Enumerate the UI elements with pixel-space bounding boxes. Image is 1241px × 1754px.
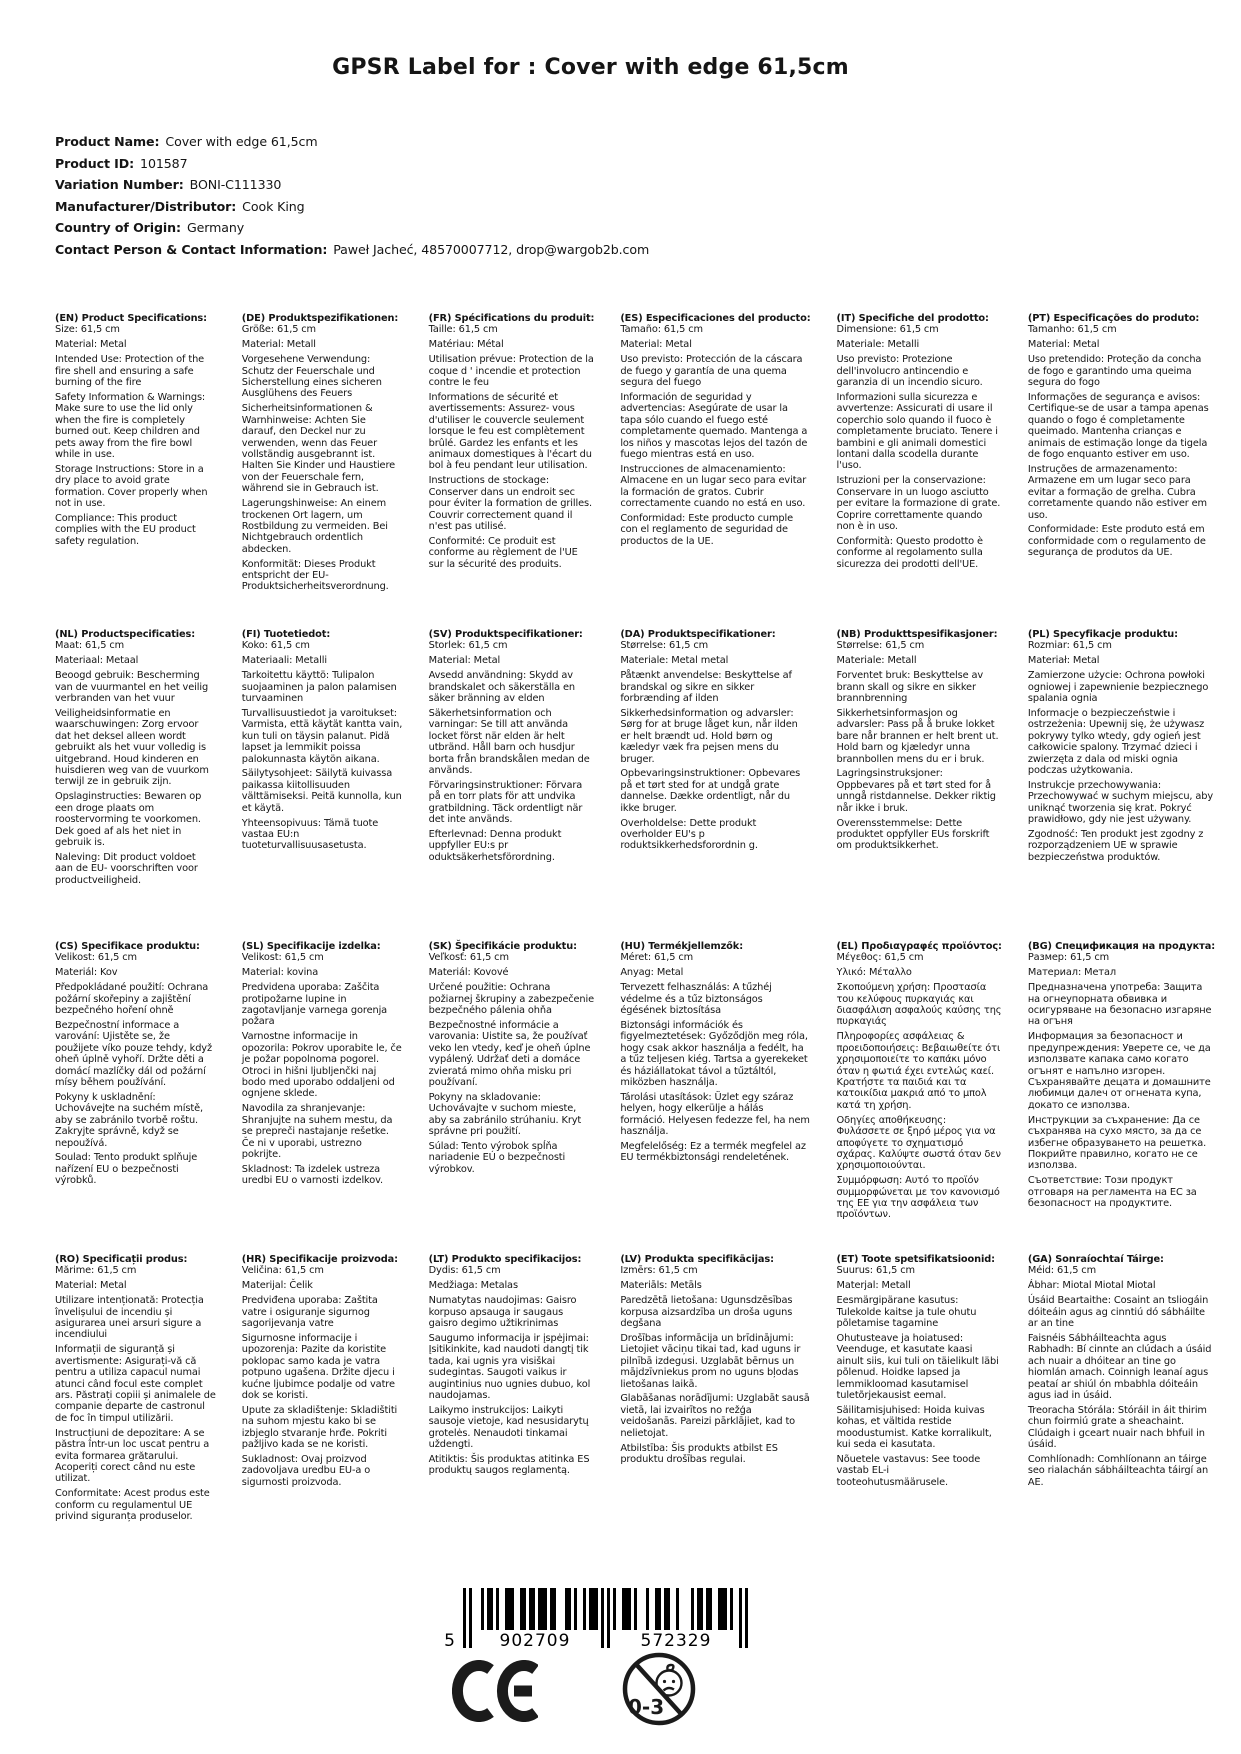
spec-paragraph: Instrucțiuni de depozitare: A se păstra într-un loc uscat pentru a evita formarea grătarului. Acoperiți corect când nu este utilizat.	[55, 1427, 210, 1485]
spec-paragraph: Navodila za shranjevanje: Shranjujte na suhem mestu, da se prepreči nastajanje rešetke. Če ni v uporabi, ustrezno pokrijte.	[241, 1103, 393, 1160]
language-spec-section-da	[620, 629, 810, 941]
product-info-label: Country of Origin:	[55, 220, 181, 236]
spec-paragraph: Conformità: Questo prodotto è conforme al regolamento sulla sicurezza dei prodotti dell'UE.	[836, 535, 983, 570]
spec-paragraph: Sukladnost: Ovaj proizvod zadovoljava uredbu EU-a o sigurnosti proizvoda.	[241, 1454, 371, 1488]
spec-paragraph: Storage Instructions: Store in a dry place to avoid grate formation. Cover properly when not in use.	[55, 463, 208, 510]
spec-paragraph: Uso previsto: Protección de la cáscara de fuego y garantía de una quema segura del fuego	[620, 354, 803, 389]
spec-paragraph: Predviđena uporaba: Zaštita vatre i osiguranje sigurnog sagorijevanja vatre	[241, 1295, 378, 1330]
product-info-value: 101587	[140, 155, 188, 171]
spec-paragraph: Velikost: 61,5 cm	[55, 952, 137, 964]
spec-section-heading: (DE) Produktspezifikationen:	[241, 313, 399, 324]
spec-paragraph: Předpokládané použití: Ochrana požární skořepiny a zajištění bezpečného hoření ohně	[55, 982, 209, 1017]
spec-paragraph: Conformité: Ce produit est conforme au règlement de l'UE sur la sécurité des produits.	[428, 535, 578, 570]
spec-paragraph: Faisnéis Sábháilteachta agus Rabhadh: Bí cinnte an clúdach a úsáid ach nuair a dhóitear an tine go hiomlán amach. Coinnigh leanaí agus peataí ar shiúl ón mbabhla dóiteáin agus iad in úsáid.	[1027, 1332, 1212, 1401]
spec-paragraph: Utilisation prévue: Protection de la coque d ' incendie et protection contre le feu	[428, 354, 594, 389]
spec-section-body	[837, 1265, 1002, 1488]
spec-paragraph: Material: Metall	[241, 339, 316, 351]
spec-section-body	[242, 640, 403, 851]
spec-paragraph: Informazioni sulla sicurezza e avvertenze: Assicurati di usare il coperchio solo quando il fuoco è completamente bruciato. Tenere i bambini e gli animali domestici lontani dalla scodella durante l'uso.	[836, 391, 998, 472]
spec-paragraph: Materiale: Metall	[836, 655, 917, 667]
spec-paragraph: Størrelse: 61,5 cm	[620, 640, 709, 652]
spec-paragraph: Varnostne informacije in opozorila: Pokrov uporabite le, če je požar popolnoma pogorel. Otroci in hišni ljubljenčki naj bodo med uporabo oddaljeni od ognjene sklede.	[241, 1031, 402, 1100]
language-spec-section-pl	[1028, 629, 1215, 941]
spec-section-heading: (NB) Produkttspesifikasjoner:	[836, 629, 998, 640]
language-spec-section-sl	[242, 941, 403, 1254]
spec-paragraph: Materiāls: Metāls	[620, 1280, 702, 1292]
spec-paragraph: Turvallisuustiedot ja varoitukset: Varmista, että käytät kantta vain, kun tuli on täysin palanut. Pidä lapset ja lemmikit poissa palokunnasta käytön aikana.	[241, 707, 403, 765]
spec-paragraph: Sicherheitsinformationen & Warnhinweise: Achten Sie darauf, den Deckel nur zu verwenden, wenn das Feuer vollständig ausgebrannt ist. Halten Sie Kinder und Haustiere von der Feuerschale fern, während sie in Gebrauch ist.	[241, 403, 396, 495]
spec-section-body	[429, 324, 595, 570]
spec-paragraph: Инструкции за съхранение: Да се съхранява на сухо място, за да се избегне образуването на решетка. Покрийте правилно, когато не се използва.	[1027, 1114, 1207, 1172]
spec-paragraph: Tamaño: 61,5 cm	[620, 324, 703, 336]
spec-paragraph: Materiaal: Metaal	[55, 655, 139, 667]
spec-paragraph: Bezpečnostní informace a varování: Ujistěte se, že použijete víko pouze tehdy, když oheň úplně vyhoří. Držte děti a domácí mazlíčky dál od požární mísy během používání.	[55, 1019, 212, 1088]
spec-paragraph: Predvidena uporaba: Zaščita protipožarne lupine in zagotavljanje varnega gorenja požara	[241, 982, 388, 1028]
baby-frown	[664, 1688, 675, 1691]
spec-paragraph: Veličina: 61,5 cm	[241, 1265, 324, 1277]
spec-paragraph: Tervezett felhasználás: A tűzhéj védelme és a tűz biztonságos égésének biztosítása	[620, 982, 772, 1017]
language-spec-section-de	[242, 313, 403, 629]
spec-paragraph: Veiligheidsinformatie en waarschuwingen: Zorg ervoor dat het deksel alleen wordt gebruikt als het vuur volledig is uitgebrand. Houd kinderen en huisdieren weg van de vuurkom terwijl ze in gebruik zijn.	[55, 707, 209, 788]
spec-section-heading: (LT) Produkto specifikacijos:	[428, 1254, 582, 1265]
spec-paragraph: Opbevaringsinstruktioner: Opbevares på et tørt sted for at undgå grate dannelse. Dække ordentligt, når du ikke bruger.	[620, 768, 801, 814]
spec-paragraph: Sikkerhedsinformation og advarsler: Sørg for at bruge låget kun, når ilden er helt brændt ud. Hold børn og kæledyr væk fra pejsen mens du bruger.	[620, 707, 798, 765]
spec-paragraph: Comhlíonadh: Comhlíonann an táirge seo rialachán sábháilteachta táirgí an AE.	[1027, 1454, 1209, 1488]
language-spec-section-cs	[55, 941, 216, 1254]
barcode-bar	[745, 1588, 748, 1648]
spec-paragraph: Storlek: 61,5 cm	[428, 640, 508, 652]
spec-paragraph: Información de seguridad y advertencias: Asegúrate de usar la tapa sólo cuando el fuego esté completamente quemado. Mantenga a los niños y mascotas lejos del tazón de fuego mientras está en uso.	[620, 391, 808, 460]
spec-section-heading: (BG) Спецификация на продукта:	[1027, 941, 1215, 952]
spec-paragraph: Materiale: Metal metal	[620, 655, 729, 667]
spec-paragraph: Maat: 61,5 cm	[55, 640, 125, 652]
language-spec-section-nb	[837, 629, 1002, 941]
spec-paragraph: Drošības informācija un brīdinājumi: Lietojiet vāciņu tikai tad, kad uguns ir pilnībā izdegusi. Uzglabāt bērnus un mājdzīvniekus prom no uguns bļodas lietošanas laikā.	[620, 1332, 801, 1390]
spec-paragraph: Съответствие: Този продукт отговаря на регламента на ЕС за безопасност на продуктите.	[1027, 1175, 1197, 1210]
product-info-label: Manufacturer/Distributor:	[55, 198, 237, 214]
spec-paragraph: Ábhar: Miotal Miotal Miotal	[1027, 1280, 1156, 1292]
spec-paragraph: Forventet bruk: Beskyttelse av brann skall og sikre en sikker brannbrenning	[836, 670, 984, 705]
spec-paragraph: Μέγεθος: 61,5 cm	[836, 952, 924, 964]
product-info-row	[55, 239, 649, 261]
spec-paragraph: Úsáid Beartaithe: Cosaint an tsliogáin dóiteáin agus ag cinntiú dó sábháilte ar an tine	[1027, 1295, 1209, 1330]
product-info-row	[55, 174, 649, 196]
language-spec-section-et	[837, 1254, 1002, 1522]
spec-paragraph: Saugumo informacija ir įspėjimai: Įsitikinkite, kad naudoti dangtį tik tada, kai ugnis yra visiškai sudegintas. Saugoti vaikus ir augintinius nuo ugnies dubuo, kol naudojamas.	[428, 1332, 591, 1401]
spec-paragraph: Conformidade: Este produto está em conformidade com o regulamento de segurança de produtos da UE.	[1027, 524, 1206, 559]
spec-section-heading: (DA) Produktspecifikationer:	[620, 629, 776, 640]
spec-paragraph: Konformität: Dieses Produkt entspricht der EU-Produktsicherheitsverordnung.	[241, 558, 389, 593]
spec-paragraph: Materiale: Metalli	[836, 339, 920, 351]
product-info-label: Product ID:	[55, 155, 135, 171]
spec-paragraph: Informații de siguranță și avertismente: Asigurați-vă că pentru a utiliza capacul numai atunci când focul este complet ars. Păstrați copiii și animalele de companie departe de castronul de foc în timpul utilizării.	[55, 1344, 216, 1424]
language-spec-section-nl	[55, 629, 216, 941]
spec-section-heading: (SV) Produktspecifikationer:	[428, 629, 583, 640]
spec-section-heading: (FR) Spécifications du produit:	[428, 313, 595, 324]
spec-paragraph: Informações de segurança e avisos: Certifique-se de usar a tampa apenas quando o fogo é completamente queimado. Mantenha crianças e animais de estimação longe da tigela de fogo enquanto estiver em uso.	[1027, 391, 1209, 460]
spec-paragraph: Размер: 61,5 cm	[1027, 952, 1110, 964]
spec-paragraph: Materiał: Metal	[1027, 655, 1100, 667]
spec-paragraph: Материал: Метал	[1027, 967, 1116, 979]
spec-section-body	[620, 640, 810, 851]
spec-paragraph: Οδηγίες αποθήκευσης: Φυλάσσετε σε ξηρό μέρος για να αποφύγετε το σχηματισμό σχάρας. Καλύψτε σωστά όταν δεν χρησιμοποιούνται.	[836, 1114, 1001, 1172]
baby-curl	[667, 1665, 673, 1671]
spec-section-body	[429, 640, 595, 863]
spec-section-body	[55, 324, 216, 547]
ce-mark-icon	[452, 1660, 538, 1722]
spec-paragraph: Glabāšanas norādījumi: Uzglabāt sausā vietā, lai izvairītos no režģa veidošanās. Pareizi pārklājiet, kad to nelietojat.	[620, 1393, 810, 1439]
spec-paragraph: Intended Use: Protection of the fire shell and ensuring a safe burning of the fire	[55, 354, 205, 389]
product-info-row	[55, 153, 649, 175]
spec-section-body	[620, 1265, 810, 1465]
spec-section-heading: (PT) Especificações do produto:	[1027, 313, 1200, 324]
spec-paragraph: Informacje o bezpieczeństwie i ostrzeżenia: Upewnij się, że używasz pokrywy tylko wtedy, gdy ogień jest całkowicie spalony. Trzymać dzieci i zwierzęta z dala od miski ognia podczas użytkowania.	[1027, 707, 1205, 776]
product-info-row	[55, 131, 649, 153]
language-spec-section-fi	[242, 629, 403, 941]
spec-paragraph: Mărime: 61,5 cm	[55, 1265, 137, 1277]
spec-paragraph: Dydis: 61,5 cm	[428, 1265, 501, 1277]
spec-paragraph: Numatytas naudojimas: Gaisro korpuso apsauga ir saugaus gaisro degimo užtikrinimas	[428, 1295, 577, 1330]
spec-section-heading: (SL) Specifikacije izdelka:	[241, 941, 381, 952]
spec-paragraph: Megfelelőség: Ez a termék megfelel az EU termékbiztonsági rendeletének.	[620, 1141, 806, 1164]
spec-section-body	[55, 640, 216, 886]
spec-paragraph: Určené použitie: Ochrana požiarnej škrupiny a zabezpečenie bezpečného pálenia ohňa	[428, 982, 595, 1017]
spec-paragraph: Anyag: Metal	[620, 967, 684, 979]
spec-paragraph: Atitiktis: Šis produktas atitinka ES produktų saugos reglamentą.	[428, 1454, 590, 1477]
spec-paragraph: Velikost: 61,5 cm	[241, 952, 324, 964]
barcode-lead-digit: 5	[444, 1631, 456, 1651]
page-title: GPSR Label for : Cover with edge 61,5cm	[332, 55, 849, 80]
product-info-row	[55, 217, 649, 239]
spec-paragraph: Materiál: Kov	[55, 967, 118, 979]
spec-section-body	[1028, 640, 1215, 863]
spec-section-body	[429, 952, 595, 1175]
spec-section-heading: (ES) Especificaciones del producto:	[620, 313, 811, 324]
spec-section-body	[242, 1265, 403, 1488]
spec-paragraph: Συμμόρφωση: Αυτό το προϊόν συμμορφώνεται με τον κανονισμό της ΕΕ για την ασφάλεια των προϊόντων.	[836, 1175, 1000, 1221]
barcode-digits-group1: 902709	[499, 1631, 571, 1651]
spec-paragraph: Informations de sécurité et avertissements: Assurez- vous d'utiliser le couvercle seulement lorsque le feu est complètement brûlé. Gardez les enfants et les animaux domestiques à l'écart du bol à feu pendant leur utilisation.	[428, 391, 592, 472]
spec-paragraph: Safety Information & Warnings: Make sure to use the lid only when the fire is completely burned out. Keep children and pets away from the fire bowl while in use.	[55, 391, 206, 460]
spec-paragraph: Uso previsto: Protezione dell'involucro antincendio e garanzia di un incendio sicuro.	[836, 354, 983, 389]
spec-section-body	[242, 952, 403, 1186]
spec-paragraph: Ohutusteave ja hoiatused: Veenduge, et kasutate kaasi ainult siis, kui tuli on täielikult läbi põlenud. Hoidke lapsed ja lemmikloomad kasutamisel tuletõrjekausist eemal.	[836, 1332, 999, 1401]
spec-paragraph: Beoogd gebruik: Bescherming van de vuurmantel en het veilig verbranden van het vuur	[55, 670, 209, 705]
spec-paragraph: Atbilstība: Šis produkts atbilst ES produktu drošības regulai.	[620, 1442, 778, 1465]
spec-section-heading: (RO) Specificații produs:	[55, 1254, 188, 1265]
spec-paragraph: Påtænkt anvendelse: Beskyttelse af brandskal og sikre en sikker forbrænding af ilden	[620, 670, 792, 705]
spec-paragraph: Uso pretendido: Proteção da concha de fogo e garantindo uma queima segura do fogo	[1027, 354, 1202, 389]
spec-paragraph: Upute za skladištenje: Skladištiti na suhom mjestu kako bi se izbjeglo stvaranje hrđe. Pokriti pažljivo kada se ne koristi.	[241, 1404, 398, 1451]
language-spec-section-hr	[242, 1254, 403, 1522]
spec-section-body	[55, 952, 216, 1186]
spec-paragraph: Materjal: Metall	[836, 1280, 911, 1292]
spec-paragraph: Sigurnosne informacije i upozorenja: Pazite da koristite poklopac samo kada je vatra potpuno ugašena. Držite djecu i kućne ljubimce podalje od vatre dok se koristi.	[241, 1332, 395, 1401]
spec-paragraph: Zamierzone użycie: Ochrona powłoki ogniowej i zapewnienie bezpiecznego spalania ognia	[1027, 670, 1209, 705]
spec-section-heading: (LV) Produkta specifikācijas:	[620, 1254, 774, 1265]
language-spec-section-bg	[1028, 941, 1215, 1254]
spec-section-body	[837, 952, 1002, 1220]
spec-paragraph: Naleving: Dit product voldoet aan de EU- voorschriften voor productveiligheid.	[55, 851, 198, 886]
spec-section-heading: (EL) Προδιαγραφές προϊόντος:	[836, 941, 1002, 952]
language-spec-section-el	[837, 941, 1002, 1254]
product-info-label: Product Name:	[55, 134, 160, 149]
language-spec-section-en	[55, 313, 216, 629]
language-spec-section-hu	[620, 941, 810, 1254]
spec-paragraph: Pokyny na skladovanie: Uchovávajte v suchom mieste, aby sa zabránilo strúhaniu. Kryt správne pri použití.	[428, 1091, 582, 1138]
spec-paragraph: Paredzētā lietošana: Ugunsdzēsības korpusa aizsardzība un droša uguns degšana	[620, 1295, 793, 1330]
spec-paragraph: Säilytysohjeet: Säilytä kuivassa paikassa kiitollisuuden välttämiseksi. Peitä kunnolla, kun et käytä.	[241, 768, 402, 814]
product-info-block	[55, 131, 649, 261]
spec-paragraph: Säilitamisjuhised: Hoida kuivas kohas, et vältida restide moodustumist. Katke korralikult, kui seda ei kasutata.	[836, 1404, 992, 1451]
spec-section-body	[55, 1265, 216, 1522]
spec-paragraph: Pokyny k uskladnění: Uchovávejte na suchém místě, aby se zabránilo tvorbě roštu. Zakryjte správně, když se nepoužívá.	[55, 1091, 204, 1149]
spec-paragraph: Material: Metal	[428, 655, 501, 667]
spec-paragraph: Tamanho: 61,5 cm	[1027, 324, 1117, 336]
product-info-value: Cook King	[242, 198, 305, 214]
spec-section-heading: (SK) Špecifikácie produktu:	[428, 941, 577, 952]
spec-paragraph: Instruções de armazenamento: Armazene em um lugar seco para evitar a formação de grelha. Cubra corretamente quando não estiver em uso.	[1027, 463, 1207, 521]
spec-paragraph: Bezpečnostné informácie a varovania: Uistite sa, že používať veko len vtedy, keď je oheň úplne vypálený. Udržať deti a domáce zvieratá mimo ohňa misku pri používaní.	[428, 1019, 591, 1088]
spec-section-body	[242, 324, 403, 592]
spec-paragraph: Efterlevnad: Denna produkt uppfyller EU:s pr oduktsäkerhetsförordning.	[428, 829, 562, 863]
spec-paragraph: Dimensione: 61,5 cm	[836, 324, 939, 336]
spec-section-heading: (NL) Productspecificaties:	[55, 629, 196, 640]
spec-section-body	[620, 952, 810, 1163]
spec-paragraph: Tárolási utasítások: Üzlet egy száraz helyen, hogy elkerülje a hálás formáció. Helyesen fedezze fel, ha nem használja.	[620, 1091, 810, 1138]
spec-section-heading: (HU) Termékjellemzők:	[620, 941, 743, 952]
spec-paragraph: Treoracha Stórála: Stóráil in áit thirim chun foirmiú grate a sheachaint. Clúdaigh i gceart nuair nach bhfuil in úsáid.	[1027, 1404, 1207, 1451]
spec-section-heading: (HR) Specifikacije proizvoda:	[241, 1254, 398, 1265]
spec-paragraph: Предназначена употреба: Защита на огнеупорната обвивка и осигуряване на безопасно изгаряне на огъня	[1027, 982, 1212, 1028]
language-spec-section-fr	[429, 313, 595, 629]
age-warning-0-3-icon	[620, 1650, 700, 1730]
spec-paragraph: Utilizare intenționată: Protecția învelișului de incendiu și asigurarea unei arsuri sigure a incendiului	[55, 1295, 204, 1341]
spec-paragraph: Avsedd användning: Skydd av brandskalet och säkerställa en säker bränning av elden	[428, 670, 575, 705]
spec-paragraph: Lagringsinstruksjoner: Oppbevares på et tørt sted for å unngå ristdannelse. Dekker riktig når ikke i bruk.	[836, 768, 996, 814]
barcode-digits-group2: 572329	[640, 1631, 712, 1651]
product-info-label: Variation Number:	[55, 177, 184, 193]
spec-paragraph: Nõuetele vastavus: See toode vastab EL-i tooteohutusmäärusele.	[836, 1454, 981, 1488]
spec-section-heading: (GA) Sonraíochtaí Táirge:	[1027, 1254, 1164, 1265]
spec-paragraph: Yhteensopivuus: Tämä tuote vastaa EU:n tuoteturvallisuusasetusta.	[241, 817, 379, 852]
language-spec-section-pt	[1028, 313, 1215, 629]
spec-paragraph: Materiaali: Metalli	[241, 655, 327, 667]
product-info-value: Germany	[186, 220, 245, 236]
age-range-label: 0-3	[628, 1695, 665, 1719]
language-spec-section-ro	[55, 1254, 216, 1522]
spec-paragraph: Soulad: Tento produkt splňuje nařízení EU o bezpečnosti výrobků.	[55, 1152, 198, 1187]
spec-paragraph: Material: Metal	[620, 339, 692, 351]
spec-paragraph: Tarkoitettu käyttö: Tulipalon suojaaminen ja palon palamisen turvaaminen	[241, 670, 397, 705]
spec-paragraph: Materiál: Kovové	[428, 967, 509, 979]
spec-paragraph: Súlad: Tento výrobok spĺňa nariadenie EÚ o bezpečnosti výrobkov.	[428, 1141, 566, 1175]
spec-paragraph: Instructions de stockage: Conserver dans un endroit sec pour éviter la formation de grilles. Couvrir correctement quand il n'est pas utilisé.	[428, 475, 592, 532]
product-info-value: Cover with edge 61,5cm	[165, 134, 318, 149]
spec-section-body	[1028, 952, 1215, 1209]
spec-paragraph: Conformidad: Este producto cumple con el reglamento de seguridad de productos de la UE.	[620, 513, 794, 547]
spec-paragraph: Størrelse: 61,5 cm	[836, 640, 925, 652]
spec-section-heading: (CS) Specifikace produktu:	[55, 941, 200, 952]
spec-paragraph: Πληροφορίες ασφάλειας & προειδοποιήσεις: Βεβαιωθείτε ότι χρησιμοποιείτε το καπάκι μόνο όταν η φωτιά έχει εντελώς καεί. Κρατήστε τα παιδιά και τα κατοικίδια μακριά από το μπολ κατά τη χρήση.	[836, 1031, 1001, 1111]
spec-paragraph: Taille: 61,5 cm	[428, 324, 498, 336]
spec-paragraph: Lagerungshinweise: An einem trockenen Ort lagern, um Rostbildung zu vermeiden. Bei Nichtgebrauch ordentlich abdecken.	[241, 498, 388, 555]
spec-paragraph: Koko: 61,5 cm	[241, 640, 310, 652]
spec-paragraph: Size: 61,5 cm	[55, 324, 120, 336]
spec-paragraph: Zgodność: Ten produkt jest zgodny z rozporządzeniem UE w sprawie bezpieczeństwa produktów.	[1027, 829, 1204, 863]
spec-paragraph: Istruzioni per la conservazione: Conservare in un luogo asciutto per evitare la formazione di grate. Coprire correttamente quando non è in uso.	[836, 475, 1001, 532]
spec-section-body	[620, 324, 810, 547]
spec-paragraph: Instrucciones de almacenamiento: Almacene en un lugar seco para evitar la formación de gratos. Cubrir correctamente cuando no está en uso.	[620, 463, 807, 510]
language-spec-section-sv	[429, 629, 595, 941]
spec-paragraph: Overholdelse: Dette produkt overholder EU's p roduktsikkerhedsforordnin g.	[620, 817, 758, 852]
spec-paragraph: Material: Metal	[55, 1280, 127, 1292]
spec-paragraph: Matériau: Métal	[428, 339, 504, 351]
spec-paragraph: Förvaringsinstruktioner: Förvara på en torr plats för att undvika gratbildning. Täck ordentligt när det inte används.	[428, 779, 583, 826]
spec-paragraph: Compliance: This product complies with the EU product safety regulation.	[55, 513, 196, 547]
product-info-value: BONI-C111330	[189, 177, 282, 193]
spec-section-body	[837, 324, 1002, 570]
spec-paragraph: Sikkerhetsinformasjon og advarsler: Pass på å bruke lokket bare når brannen er helt brent ut. Hold barn og kjæledyr unna brannbollen mens du er i bruk.	[836, 707, 999, 765]
spec-section-body	[1028, 324, 1215, 558]
spec-section-heading: (IT) Specifiche del prodotto:	[836, 313, 989, 324]
spec-paragraph: Material: Metal	[55, 339, 127, 351]
product-info-label: Contact Person & Contact Information:	[55, 241, 328, 257]
spec-section-body	[1028, 1265, 1215, 1488]
spec-paragraph: Rozmiar: 61,5 cm	[1027, 640, 1112, 652]
spec-paragraph: Suurus: 61,5 cm	[836, 1265, 915, 1277]
language-spec-section-es	[620, 313, 810, 629]
language-spec-section-ga	[1028, 1254, 1215, 1522]
spec-paragraph: Biztonsági információk és figyelmeztetések: Győződjön meg róla, hogy csak akkor használja a fedélt, ha a tűz teljesen kiég. Tartsa a gyerekeket és háziállatokat távol a tűztáltól, miközben használja.	[620, 1019, 808, 1088]
language-specs-grid	[55, 313, 1215, 1522]
spec-paragraph: Säkerhetsinformation och varningar: Se till att använda locket först när elden är helt utbränd. Håll barn och husdjur borta från brandskålen medan de används.	[428, 707, 590, 776]
language-spec-section-lv	[620, 1254, 810, 1522]
spec-paragraph: Material: Metal	[1027, 339, 1100, 351]
spec-paragraph: Instrukcje przechowywania: Przechowywać w suchym miejscu, aby uniknąć tworzenia się krat. Pokryć prawidłowo, gdy nie jest używany.	[1027, 779, 1214, 826]
spec-section-body	[837, 640, 1002, 851]
spec-paragraph: Material: kovina	[241, 967, 319, 979]
spec-paragraph: Materijal: Čelik	[241, 1280, 313, 1292]
spec-paragraph: Medžiaga: Metalas	[428, 1280, 518, 1292]
spec-section-heading: (FI) Tuotetiedot:	[241, 629, 331, 640]
spec-section-heading: (PL) Specyfikacje produktu:	[1027, 629, 1178, 640]
language-spec-section-lt	[429, 1254, 595, 1522]
spec-paragraph: Conformitate: Acest produs este conform cu regulamentul UE privind siguranța produselor.	[55, 1488, 210, 1523]
spec-paragraph: Opslaginstructies: Bewaren op een droge plaats om roostervorming te voorkomen. Dek goed af als het niet in gebruik is.	[55, 791, 202, 848]
spec-paragraph: Veľkosť: 61,5 cm	[428, 952, 509, 964]
product-info-value: Paweł Jacheć, 48570007712, drop@wargob2b.com	[333, 241, 650, 257]
spec-paragraph: Vorgesehene Verwendung: Schutz der Feuerschale und Sicherstellung eines sicheren Ausglühens des Feuers	[241, 354, 382, 400]
spec-section-body	[429, 1265, 595, 1476]
product-info-row	[55, 196, 649, 218]
spec-paragraph: Größe: 61,5 cm	[241, 324, 316, 336]
language-spec-section-it	[837, 313, 1002, 629]
spec-paragraph: Laikymo instrukcijos: Laikyti sausoje vietoje, kad nesusidarytų grotelės. Nenaudoti tinkamai uždengti.	[428, 1404, 589, 1451]
spec-section-heading: (ET) Toote spetsifikatsioonid:	[836, 1254, 995, 1265]
spec-paragraph: Méret: 61,5 cm	[620, 952, 694, 964]
spec-paragraph: Overensstemmelse: Dette produktet oppfyller EUs forskrift om produktsikkerhet.	[836, 817, 990, 852]
spec-paragraph: Méid: 61,5 cm	[1027, 1265, 1096, 1277]
language-spec-section-sk	[429, 941, 595, 1254]
spec-paragraph: Υλικό: Μέταλλο	[836, 967, 912, 979]
spec-paragraph: Izmērs: 61,5 cm	[620, 1265, 698, 1277]
spec-paragraph: Σκοπούμενη χρήση: Προστασία του κελύφους πυρκαγιάς και διασφάλιση ασφαλούς καύσης της πυρκαγιάς	[836, 982, 1002, 1028]
spec-paragraph: Skladnost: Ta izdelek ustreza uredbi EU o varnosti izdelkov.	[241, 1163, 384, 1187]
spec-paragraph: Информация за безопасност и предупреждения: Уверете се, че да използвате капака само когато огънят е напълно изгорен. Съхранявайте децата и домашните любимци далеч от огнената купа, докато се използва.	[1027, 1031, 1211, 1111]
spec-section-heading: (EN) Product Specifications:	[55, 313, 207, 324]
spec-paragraph: Eesmärgipärane kasutus: Tulekolde kaitse ja tule ohutu põletamise tagamine	[836, 1295, 977, 1330]
